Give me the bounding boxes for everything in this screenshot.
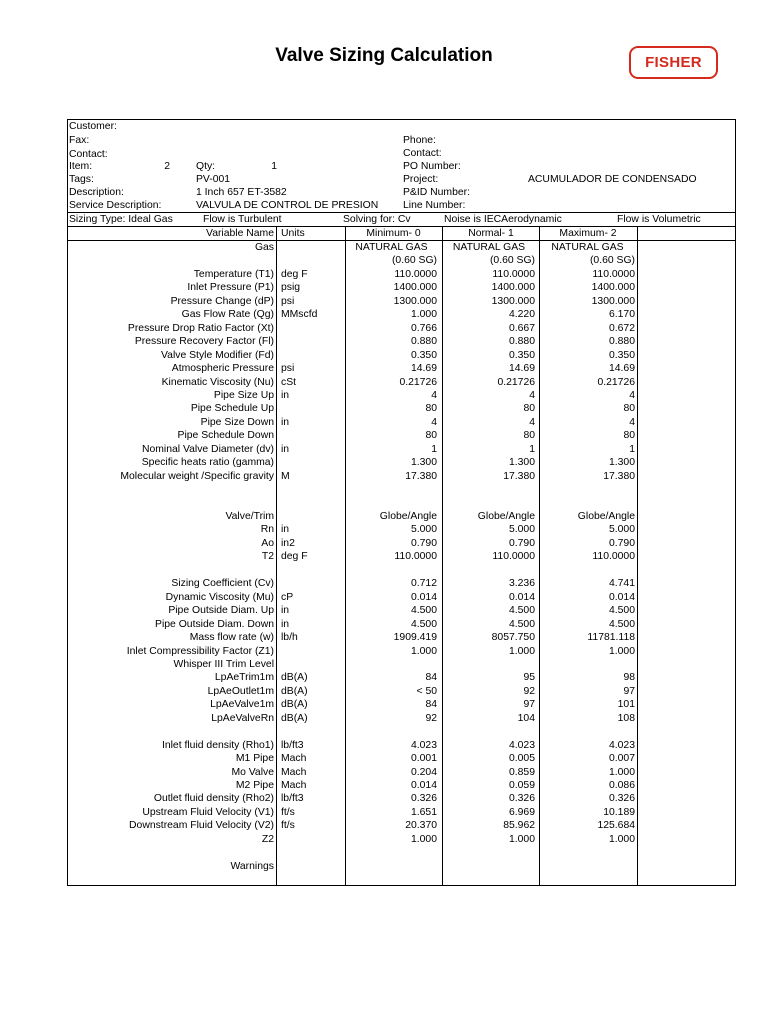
normal-cell: 4.220 bbox=[508, 309, 535, 321]
units-cell: in bbox=[281, 416, 290, 428]
normal-cell: 0.014 bbox=[508, 591, 535, 603]
variable-name: Pipe Schedule Down bbox=[177, 430, 274, 442]
normal-cell: Globe/Angle bbox=[477, 511, 535, 522]
normal-cell: 4.500 bbox=[508, 605, 535, 617]
maximum-cell: 4.500 bbox=[608, 618, 635, 630]
units-cell: dB(A) bbox=[281, 699, 308, 711]
variable-name: Pipe Schedule Up bbox=[190, 403, 274, 415]
maximum-cell: 1400.000 bbox=[591, 282, 635, 294]
header-minimum: Minimum- 0 bbox=[366, 228, 421, 239]
normal-cell: 8057.750 bbox=[491, 632, 535, 644]
variable-name: Sizing Coefficient (Cv) bbox=[171, 578, 274, 590]
minimum-cell: 110.0000 bbox=[394, 551, 437, 563]
maximum-cell: 110.0000 bbox=[592, 551, 635, 563]
normal-cell: 0.859 bbox=[508, 766, 535, 778]
sizing-type: Sizing Type: Ideal Gas bbox=[69, 214, 173, 225]
variable-name: Gas Flow Rate (Qg) bbox=[181, 309, 274, 321]
maximum-cell: 5.000 bbox=[608, 524, 635, 536]
normal-cell: 1 bbox=[529, 443, 535, 455]
minimum-cell: 0.790 bbox=[410, 537, 437, 549]
variable-name: Downstream Fluid Velocity (V2) bbox=[129, 820, 274, 832]
variable-name: LpAeOutlet1m bbox=[207, 685, 274, 697]
item-label: Item: bbox=[69, 161, 93, 172]
normal-cell: 1.300 bbox=[508, 457, 535, 469]
normal-cell: (0.60 SG) bbox=[489, 255, 535, 267]
variable-name: Mass flow rate (w) bbox=[189, 632, 274, 644]
column-line bbox=[637, 226, 638, 885]
minimum-cell: 0.014 bbox=[410, 591, 437, 603]
normal-cell: 0.059 bbox=[508, 780, 535, 791]
variable-name: Z2 bbox=[261, 833, 274, 845]
units-cell: Mach bbox=[281, 753, 307, 765]
maximum-cell: 10.189 bbox=[603, 806, 635, 818]
normal-cell: 110.0000 bbox=[492, 551, 535, 563]
header-units: Units bbox=[281, 228, 305, 239]
normal-cell: 80 bbox=[523, 403, 535, 415]
minimum-cell: (0.60 SG) bbox=[391, 255, 437, 267]
maximum-cell: 101 bbox=[617, 699, 635, 711]
variable-name: Pressure Recovery Factor (Fl) bbox=[134, 336, 274, 348]
normal-cell: 0.21726 bbox=[497, 376, 535, 388]
minimum-cell: 84 bbox=[425, 699, 437, 711]
maximum-cell: 97 bbox=[623, 685, 635, 697]
units-cell: in bbox=[281, 618, 290, 630]
pid-number-label: P&ID Number: bbox=[403, 187, 470, 198]
maximum-cell: 1.000 bbox=[608, 833, 635, 845]
variable-name: Inlet Pressure (P1) bbox=[187, 282, 274, 294]
variable-name: Specific heats ratio (gamma) bbox=[141, 457, 274, 469]
customer-label: Customer: bbox=[69, 121, 117, 132]
minimum-cell: 1.000 bbox=[410, 645, 437, 657]
minimum-cell: 80 bbox=[425, 430, 437, 442]
variable-name: Inlet fluid density (Rho1) bbox=[161, 739, 274, 751]
tags-label: Tags: bbox=[69, 174, 94, 185]
normal-cell: 0.880 bbox=[508, 336, 535, 348]
project-value: ACUMULADOR DE CONDENSADO bbox=[528, 174, 697, 185]
normal-cell: 0.005 bbox=[508, 753, 535, 765]
description-label: Description: bbox=[69, 187, 124, 198]
units-cell: Mach bbox=[281, 780, 307, 791]
fisher-logo bbox=[629, 46, 718, 79]
units-cell: MMscfd bbox=[281, 309, 318, 321]
maximum-cell: 0.350 bbox=[608, 349, 635, 361]
solving-for: Solving for: Cv bbox=[343, 214, 411, 225]
maximum-cell: 17.380 bbox=[603, 470, 635, 482]
minimum-cell: 1.651 bbox=[410, 806, 437, 818]
normal-cell: 1400.000 bbox=[491, 282, 535, 294]
flow-basis: Flow is Volumetric bbox=[617, 214, 701, 225]
qty-value: 1 bbox=[271, 161, 277, 172]
maximum-cell: 1.300 bbox=[608, 457, 635, 469]
units-cell: lb/h bbox=[281, 632, 298, 644]
minimum-cell: 0.014 bbox=[410, 780, 437, 791]
minimum-cell: 0.350 bbox=[410, 349, 437, 361]
minimum-cell: 0.326 bbox=[410, 793, 437, 805]
variable-name: Valve/Trim bbox=[225, 511, 274, 522]
variable-name: Whisper III Trim Level bbox=[173, 658, 274, 670]
fax-label: Fax: bbox=[69, 135, 90, 146]
maximum-cell: 1.000 bbox=[608, 645, 635, 657]
variable-name: Valve Style Modifier (Fd) bbox=[161, 349, 274, 361]
minimum-cell: 4.500 bbox=[410, 618, 437, 630]
minimum-cell: 1300.000 bbox=[393, 295, 437, 307]
units-cell: ft/s bbox=[281, 806, 295, 818]
units-cell: cP bbox=[281, 591, 294, 603]
maximum-cell: NATURAL GAS bbox=[551, 242, 624, 253]
maximum-cell: 0.790 bbox=[608, 537, 635, 549]
variable-name: LpAeValve1m bbox=[210, 699, 274, 711]
maximum-cell: 0.007 bbox=[608, 753, 635, 765]
maximum-cell: 4.500 bbox=[608, 605, 635, 617]
minimum-cell: 4 bbox=[431, 416, 437, 428]
variable-name: Mo Valve bbox=[231, 766, 274, 778]
units-cell: dB(A) bbox=[281, 685, 308, 697]
logo-text: FISHER bbox=[645, 54, 702, 71]
variable-name: Rn bbox=[260, 524, 274, 536]
variable-name: Pipe Outside Diam. Down bbox=[155, 618, 274, 630]
variable-name: Upstream Fluid Velocity (V1) bbox=[142, 806, 274, 818]
variable-name: Atmospheric Pressure bbox=[171, 363, 274, 375]
normal-cell: 80 bbox=[523, 430, 535, 442]
minimum-cell: 20.370 bbox=[405, 820, 437, 832]
maximum-cell: 0.326 bbox=[608, 793, 635, 805]
variable-name: Pipe Outside Diam. Up bbox=[168, 605, 274, 617]
maximum-cell: 0.086 bbox=[608, 780, 635, 791]
units-cell: psi bbox=[281, 363, 295, 375]
variable-name: Pipe Size Down bbox=[200, 416, 274, 428]
normal-cell: 0.326 bbox=[508, 793, 535, 805]
maximum-cell: 1.000 bbox=[608, 766, 635, 778]
units-cell: ft/s bbox=[281, 820, 295, 832]
phone-label: Phone: bbox=[403, 135, 436, 146]
variable-name: Gas bbox=[254, 242, 274, 253]
minimum-cell: 1909.419 bbox=[393, 632, 437, 644]
variable-name: Nominal Valve Diameter (dv) bbox=[141, 443, 274, 455]
header-normal: Normal- 1 bbox=[468, 228, 514, 239]
variable-name: Ao bbox=[261, 537, 274, 549]
variable-name: Pressure Change (dP) bbox=[170, 295, 274, 307]
maximum-cell: 0.21726 bbox=[597, 376, 635, 388]
units-cell: M bbox=[281, 470, 290, 482]
minimum-cell: 92 bbox=[425, 712, 437, 724]
maximum-cell: 11781.118 bbox=[587, 632, 635, 644]
minimum-cell: 0.001 bbox=[410, 753, 437, 765]
maximum-cell: 6.170 bbox=[608, 309, 635, 321]
normal-cell: 1300.000 bbox=[491, 295, 535, 307]
line-number-label: Line Number: bbox=[403, 200, 466, 211]
maximum-cell: 98 bbox=[623, 672, 635, 684]
variable-name: M1 Pipe bbox=[235, 753, 274, 765]
column-line bbox=[276, 226, 277, 885]
units-cell: in bbox=[281, 443, 290, 455]
minimum-cell: 5.000 bbox=[410, 524, 437, 536]
normal-cell: NATURAL GAS bbox=[452, 242, 526, 253]
description-value: 1 Inch 657 ET-3582 bbox=[196, 187, 287, 198]
minimum-cell: NATURAL GAS bbox=[355, 242, 428, 253]
units-cell: in bbox=[281, 605, 290, 617]
maximum-cell: 4 bbox=[629, 416, 635, 428]
maximum-cell: 14.69 bbox=[608, 363, 635, 375]
page-title: Valve Sizing Calculation bbox=[275, 45, 493, 66]
maximum-cell: Globe/Angle bbox=[577, 511, 635, 522]
qty-label: Qty: bbox=[196, 161, 216, 172]
units-cell: dB(A) bbox=[281, 712, 308, 724]
normal-cell: 110.0000 bbox=[492, 268, 535, 280]
normal-cell: 0.790 bbox=[508, 537, 535, 549]
normal-cell: 5.000 bbox=[508, 524, 535, 536]
variable-name: Molecular weight /Specific gravity bbox=[120, 470, 274, 482]
minimum-cell: 80 bbox=[425, 403, 437, 415]
normal-cell: 0.667 bbox=[508, 322, 535, 334]
minimum-cell: 0.204 bbox=[410, 766, 437, 778]
contact2-label: Contact: bbox=[403, 148, 442, 159]
minimum-cell: 110.0000 bbox=[394, 268, 437, 280]
service-description-value: VALVULA DE CONTROL DE PRESION bbox=[196, 200, 379, 211]
maximum-cell: 0.672 bbox=[608, 322, 635, 334]
item-value: 2 bbox=[164, 161, 170, 172]
minimum-cell: 1400.000 bbox=[393, 282, 437, 294]
normal-cell: 4.500 bbox=[508, 618, 535, 630]
flow-regime: Flow is Turbulent bbox=[203, 214, 282, 225]
project-label: Project: bbox=[403, 174, 439, 185]
variable-name: Temperature (T1) bbox=[193, 268, 274, 280]
minimum-cell: 14.69 bbox=[410, 363, 437, 375]
maximum-cell: 4.741 bbox=[608, 578, 635, 590]
normal-cell: 4 bbox=[529, 416, 535, 428]
variable-name: LpAeValveRn bbox=[211, 712, 274, 724]
units-cell: psig bbox=[281, 282, 301, 294]
maximum-cell: 1 bbox=[629, 443, 635, 455]
units-cell: lb/ft3 bbox=[281, 793, 304, 805]
maximum-cell: (0.60 SG) bbox=[589, 255, 635, 267]
tags-value: PV-001 bbox=[196, 174, 231, 185]
variable-name: Kinematic Viscosity (Nu) bbox=[161, 376, 274, 388]
normal-cell: 92 bbox=[523, 685, 535, 697]
units-cell: in2 bbox=[281, 537, 295, 549]
variable-name: Inlet Compressibility Factor (Z1) bbox=[126, 645, 274, 657]
minimum-cell: 1 bbox=[431, 443, 437, 455]
maximum-cell: 0.880 bbox=[608, 336, 635, 348]
maximum-cell: 125.684 bbox=[597, 820, 635, 832]
minimum-cell: 84 bbox=[425, 672, 437, 684]
normal-cell: 6.969 bbox=[508, 806, 535, 818]
maximum-cell: 80 bbox=[623, 403, 635, 415]
variable-name: Dynamic Viscosity (Mu) bbox=[165, 591, 274, 603]
minimum-cell: 1.000 bbox=[410, 833, 437, 845]
header-maximum: Maximum- 2 bbox=[559, 228, 617, 239]
minimum-cell: 0.21726 bbox=[399, 376, 437, 388]
maximum-cell: 80 bbox=[623, 430, 635, 442]
units-cell: cSt bbox=[281, 376, 297, 388]
header-variable: Variable Name bbox=[206, 228, 274, 239]
maximum-cell: 0.014 bbox=[608, 591, 635, 603]
normal-cell: 4.023 bbox=[508, 739, 535, 751]
minimum-cell: 0.880 bbox=[410, 336, 437, 348]
minimum-cell: 0.766 bbox=[410, 322, 437, 334]
normal-cell: 3.236 bbox=[508, 578, 535, 590]
minimum-cell: 4.023 bbox=[410, 739, 437, 751]
units-cell: in bbox=[281, 524, 290, 536]
variable-name: LpAeTrim1m bbox=[214, 672, 274, 684]
units-cell: deg F bbox=[281, 551, 308, 563]
minimum-cell: 0.712 bbox=[410, 578, 437, 590]
normal-cell: 97 bbox=[523, 699, 535, 711]
normal-cell: 4 bbox=[529, 389, 535, 401]
variable-name: Warnings bbox=[230, 860, 274, 872]
normal-cell: 95 bbox=[523, 672, 535, 684]
normal-cell: 104 bbox=[517, 712, 535, 724]
units-cell: Mach bbox=[281, 766, 307, 778]
normal-cell: 0.350 bbox=[508, 349, 535, 361]
minimum-cell: 4 bbox=[431, 389, 437, 401]
noise-method: Noise is IECAerodynamic bbox=[444, 214, 562, 225]
maximum-cell: 4.023 bbox=[608, 739, 635, 751]
normal-cell: 14.69 bbox=[508, 363, 535, 375]
units-cell: lb/ft3 bbox=[281, 739, 304, 751]
maximum-cell: 4 bbox=[629, 389, 635, 401]
units-cell: psi bbox=[281, 295, 295, 307]
normal-cell: 85.962 bbox=[503, 820, 535, 832]
variable-name: T2 bbox=[261, 551, 274, 563]
normal-cell: 1.000 bbox=[508, 833, 535, 845]
minimum-cell: 17.380 bbox=[405, 470, 437, 482]
units-cell: in bbox=[281, 389, 290, 401]
units-cell: deg F bbox=[281, 268, 308, 280]
maximum-cell: 108 bbox=[617, 712, 635, 724]
units-cell: dB(A) bbox=[281, 672, 308, 684]
minimum-cell: Globe/Angle bbox=[379, 511, 437, 522]
minimum-cell: 4.500 bbox=[410, 605, 437, 617]
maximum-cell: 1300.000 bbox=[591, 295, 635, 307]
po-number-label: PO Number: bbox=[403, 161, 461, 172]
variable-name: M2 Pipe bbox=[235, 780, 274, 791]
maximum-cell: 110.0000 bbox=[592, 268, 635, 280]
minimum-cell: < 50 bbox=[416, 685, 437, 697]
minimum-cell: 1.300 bbox=[410, 457, 437, 469]
variable-name: Pressure Drop Ratio Factor (Xt) bbox=[127, 322, 274, 334]
variable-name: Pipe Size Up bbox=[213, 389, 274, 401]
normal-cell: 17.380 bbox=[503, 470, 535, 482]
normal-cell: 1.000 bbox=[508, 645, 535, 657]
variable-name: Outlet fluid density (Rho2) bbox=[153, 793, 274, 805]
contact-label: Contact: bbox=[69, 149, 108, 160]
minimum-cell: 1.000 bbox=[410, 309, 437, 321]
service-description-label: Service Description: bbox=[69, 200, 162, 211]
